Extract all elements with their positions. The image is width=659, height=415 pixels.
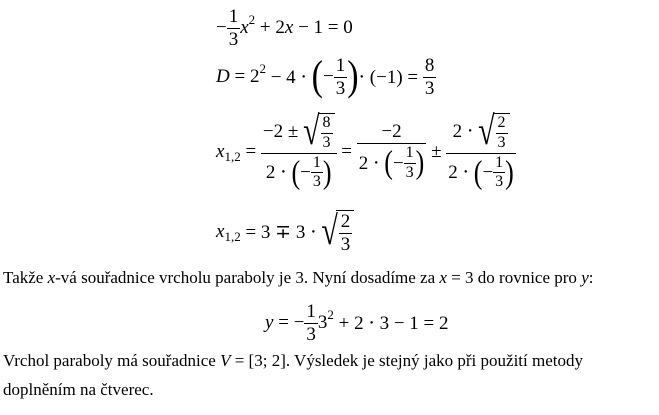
square-root [303, 109, 334, 154]
var-d: D [216, 66, 230, 87]
fraction-one-third [493, 155, 505, 192]
equation-quadratic [216, 6, 353, 50]
paragraph-vertex-x [3, 268, 593, 288]
fraction-one-third [404, 145, 416, 182]
numerator [446, 109, 516, 154]
subscript: 1,2 [224, 149, 241, 164]
numerator: 1 [311, 155, 323, 174]
equals: = [336, 141, 357, 162]
numerator: 2 [496, 115, 508, 134]
numerator: 2 [340, 210, 351, 232]
minus-sign: − [482, 161, 494, 183]
numerator: 1 [228, 5, 239, 27]
radical-sign: √ [478, 109, 495, 154]
term: = 2 [229, 66, 260, 87]
numerator [261, 109, 337, 154]
equation-vertex-y [265, 300, 449, 346]
var-x: x [47, 268, 56, 287]
numerator: 1 [306, 300, 316, 322]
left-paren: ( [311, 53, 323, 100]
denominator: 3 [495, 173, 504, 191]
term: 2 ⋅ [448, 161, 474, 183]
fraction-eight-thirds [423, 56, 437, 99]
denominator: 3 [335, 77, 346, 99]
var-x: x [216, 221, 225, 242]
right-paren: ) [347, 53, 359, 100]
text: doplněním na čtverec. [3, 380, 154, 399]
term: ⋅ (−1) = [358, 66, 423, 88]
term: 2 ⋅ [265, 161, 292, 183]
left-paren: ( [384, 144, 393, 181]
term: = 3 ∓ 3 ⋅ [240, 221, 322, 243]
fraction-eight-thirds [321, 115, 333, 152]
denominator: 3 [424, 77, 435, 99]
denominator [261, 154, 337, 192]
fraction-one-third [304, 302, 318, 345]
denominator [357, 144, 427, 182]
denominator: 3 [306, 323, 316, 345]
exponent: 2 [327, 307, 334, 322]
square-root [321, 210, 354, 255]
numerator: 1 [404, 145, 416, 164]
minus-sign: − [323, 66, 334, 87]
radical-sign: √ [321, 209, 338, 254]
right-paren: ) [505, 154, 514, 191]
var-x: x [216, 141, 225, 162]
text: Takže [3, 268, 48, 287]
radicand [336, 210, 355, 255]
term: −2 ± [262, 121, 304, 143]
right-paren: ) [415, 144, 425, 181]
var-x: x [284, 17, 294, 38]
numerator: 1 [335, 54, 346, 76]
text: Vrchol paraboly má souřadnice [3, 351, 221, 370]
denominator [446, 154, 516, 192]
denominator: 3 [312, 173, 321, 191]
minus-sign: − [216, 17, 227, 38]
term: + 2 [255, 17, 285, 38]
fraction-one-third [311, 155, 323, 192]
fraction-two-thirds [339, 212, 353, 255]
fraction-two-thirds [496, 115, 508, 152]
equation-roots-formula [216, 109, 516, 192]
text: : [588, 268, 594, 287]
text: = [3; 2]. Výsledek je stejný jako při použití metody [230, 351, 583, 370]
term: 3 [317, 312, 328, 333]
minus-sign: − [392, 152, 404, 174]
paragraph-vertex-result [3, 351, 583, 371]
numerator: 1 [493, 155, 505, 174]
square-root [478, 109, 509, 154]
term: = − [273, 312, 305, 333]
term: 2 ⋅ [452, 121, 479, 143]
radicand [493, 113, 510, 152]
denominator: 3 [405, 163, 414, 181]
denominator: 3 [322, 133, 331, 151]
fraction-term-one [357, 122, 427, 182]
term: − 4 ⋅ [265, 66, 312, 88]
var-y: y [581, 268, 589, 287]
numerator: 8 [424, 54, 435, 76]
text: = 3 do rovnice pro [446, 268, 582, 287]
fraction-one-third [334, 56, 348, 99]
var-x: x [240, 17, 249, 38]
exponent: 2 [259, 61, 266, 76]
denominator: 3 [340, 233, 351, 255]
subscript: 1,2 [224, 229, 241, 244]
minus-sign: − [300, 161, 311, 183]
left-paren: ( [291, 154, 301, 191]
var-y: y [265, 312, 274, 333]
var-v: V [220, 351, 231, 370]
numerator: 8 [321, 115, 333, 134]
var-x: x [439, 268, 447, 287]
denominator: 3 [228, 28, 239, 50]
equation-roots-result [216, 206, 354, 258]
radicand [318, 113, 335, 152]
fraction-roots [261, 109, 337, 191]
term: − 1 = 0 [293, 17, 353, 38]
equation-discriminant [216, 54, 436, 100]
term: 2 ⋅ [358, 152, 385, 174]
exponent: 2 [248, 12, 256, 27]
plus-minus: ± [426, 141, 447, 162]
text: -vá souřadnice vrcholu paraboly je 3. Nyní dosadíme za [55, 268, 440, 287]
left-paren: ( [473, 154, 483, 191]
fraction-one-third [227, 7, 241, 50]
paragraph-vertex-result-line2 [3, 380, 154, 400]
right-paren: ) [322, 154, 332, 191]
equals: = [240, 141, 261, 162]
radical-sign: √ [303, 109, 320, 154]
fraction-term-two [446, 109, 516, 191]
term: + 2 ⋅ 3 − 1 = 2 [333, 312, 449, 334]
numerator: −2 [357, 122, 427, 144]
denominator: 3 [497, 133, 506, 151]
